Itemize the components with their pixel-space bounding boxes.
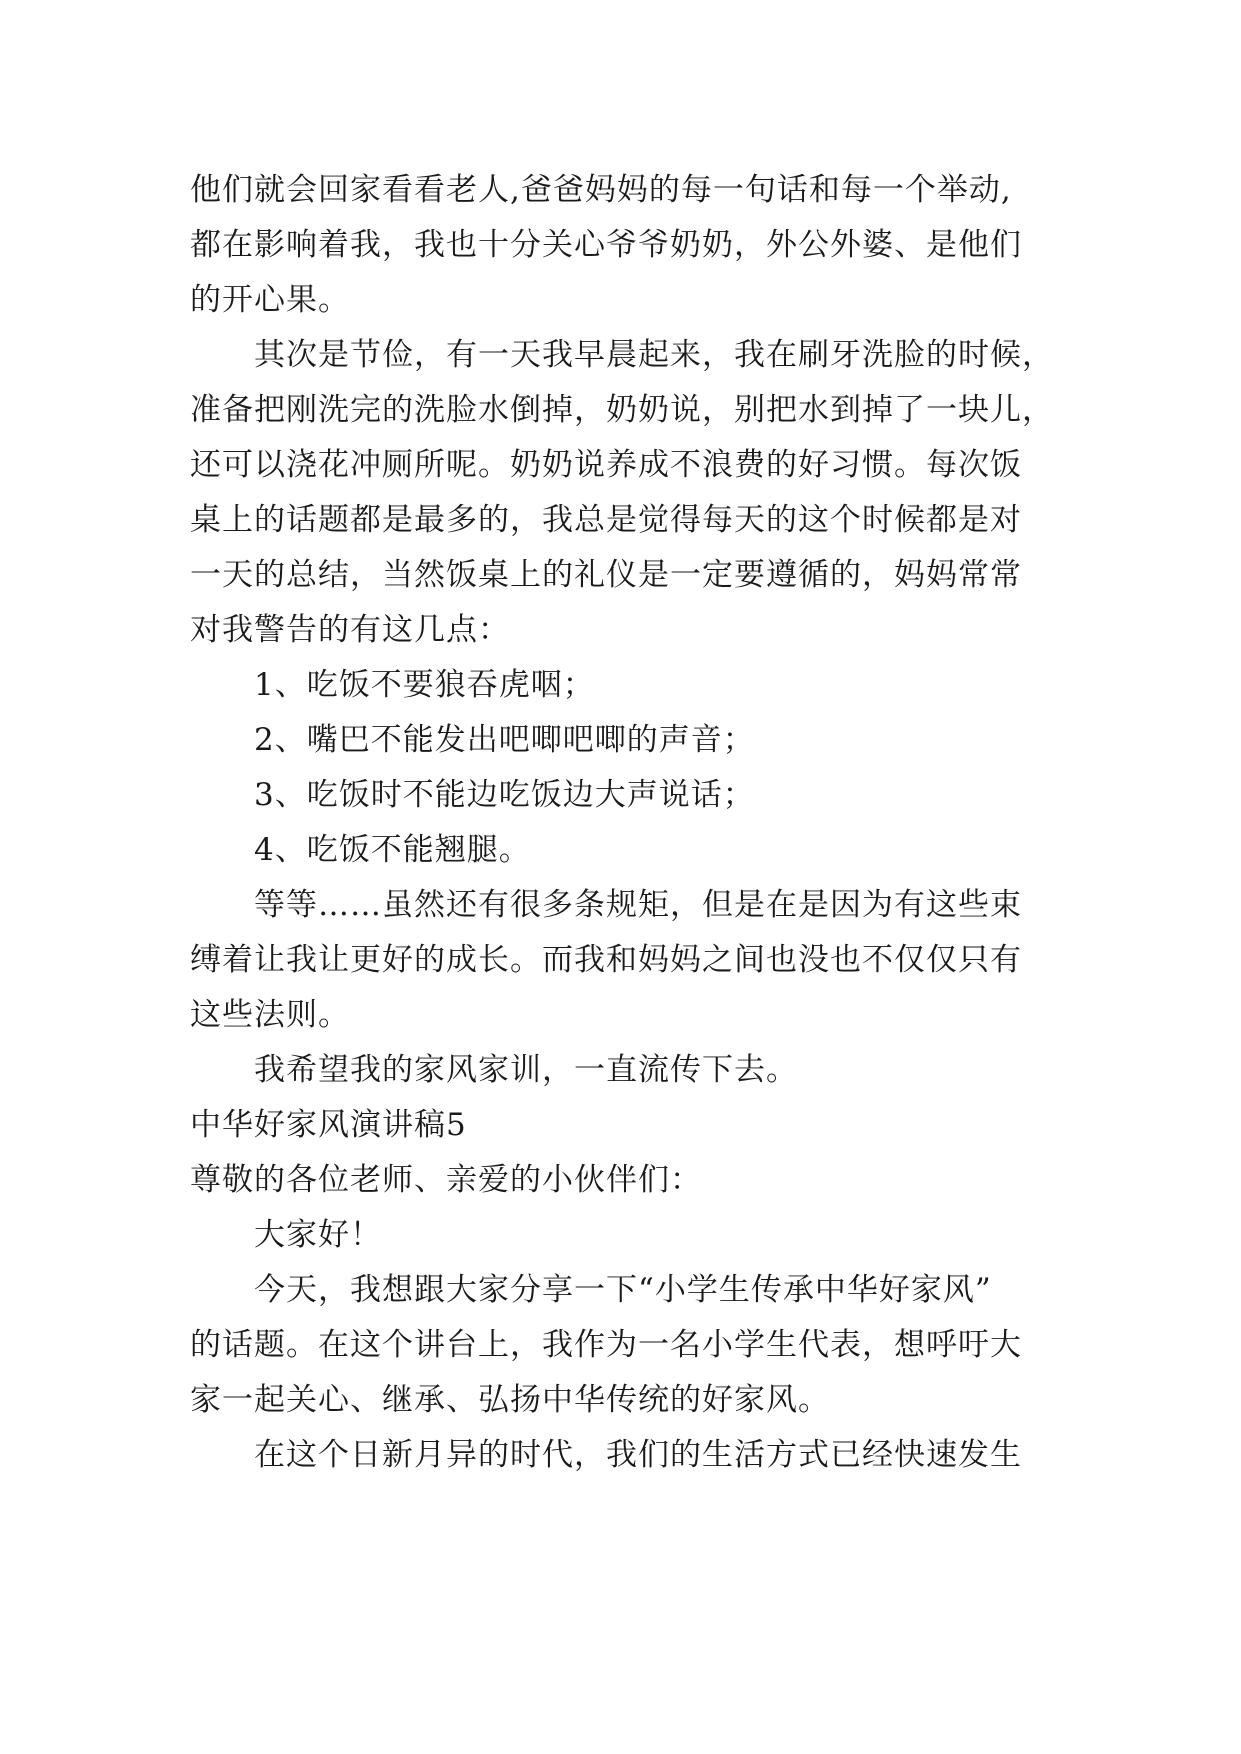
section-title: 中华好家风演讲稿5 bbox=[190, 1107, 467, 1143]
paragraph-line: 其次是节俭，有一天我早晨起来，我在刷牙洗脸的时候， bbox=[254, 337, 1054, 373]
greeting: 大家好！ bbox=[254, 1217, 382, 1253]
list-item: 2、嘴巴不能发出吧唧吧唧的声音； bbox=[254, 722, 755, 758]
list-item: 3、吃饭时不能边吃饭边大声说话； bbox=[254, 777, 755, 813]
paragraph-line: 还可以浇花冲厕所呢。奶奶说养成不浪费的好习惯。每次饭 bbox=[190, 447, 1022, 483]
list-item: 1、吃饭不要狼吞虎咽； bbox=[254, 667, 595, 703]
paragraph-line: 他们就会回家看看老人,爸爸妈妈的每一句话和每一个举动, bbox=[190, 172, 1012, 208]
paragraph-line: 的话题。在这个讲台上，我作为一名小学生代表，想呼吁大 bbox=[190, 1327, 1022, 1363]
paragraph-line: 这些法则。 bbox=[190, 997, 350, 1033]
paragraph-line: 缚着让我让更好的成长。而我和妈妈之间也没也不仅仅只有 bbox=[190, 942, 1022, 978]
paragraph-line: 在这个日新月异的时代，我们的生活方式已经快速发生 bbox=[254, 1437, 1022, 1473]
list-item: 4、吃饭不能翘腿。 bbox=[254, 832, 531, 868]
paragraph-line: 准备把刚洗完的洗脸水倒掉，奶奶说，别把水到掉了一块儿， bbox=[190, 392, 1054, 428]
salutation: 尊敬的各位老师、亲爱的小伙伴们： bbox=[190, 1162, 702, 1198]
paragraph-line: 的开心果。 bbox=[190, 282, 350, 318]
paragraph-line: 一天的总结，当然饭桌上的礼仪是一定要遵循的，妈妈常常 bbox=[190, 557, 1022, 593]
paragraph-line: 等等……虽然还有很多条规矩，但是在是因为有这些束 bbox=[254, 887, 1022, 923]
paragraph-line: 桌上的话题都是最多的，我总是觉得每天的这个时候都是对 bbox=[190, 502, 1022, 538]
paragraph-line: 家一起关心、继承、弘扬中华传统的好家风。 bbox=[190, 1382, 830, 1418]
paragraph-line: 我希望我的家风家训，一直流传下去。 bbox=[254, 1052, 798, 1088]
paragraph-line: 对我警告的有这几点： bbox=[190, 612, 510, 648]
paragraph-line: 都在影响着我，我也十分关心爷爷奶奶，外公外婆、是他们 bbox=[190, 227, 1022, 263]
paragraph-line: 今天，我想跟大家分享一下“小学生传承中华好家风” bbox=[254, 1272, 992, 1308]
